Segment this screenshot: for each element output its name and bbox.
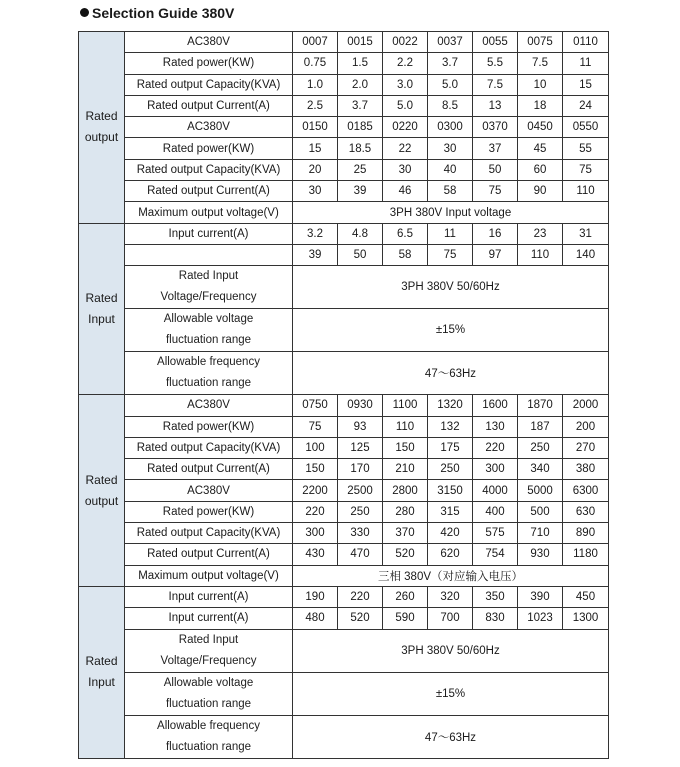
row-label — [125, 266, 293, 309]
value-cell: 1300 — [563, 608, 609, 629]
value-cell: 16 — [473, 223, 518, 244]
value-cell: 220 — [338, 586, 383, 607]
value-cell: 110 — [563, 181, 609, 202]
section-label — [79, 586, 125, 758]
value-cell: 5.5 — [473, 53, 518, 74]
spanning-value: 三相 380V（对应输入电压） — [293, 565, 609, 586]
value-cell: 4.8 — [338, 223, 383, 244]
value-cell: 250 — [338, 501, 383, 522]
value-cell: 300 — [473, 459, 518, 480]
table-row — [79, 501, 609, 522]
value-cell: 100 — [293, 437, 338, 458]
value-cell: 110 — [383, 416, 428, 437]
row-label-line: fluctuation range — [165, 697, 252, 710]
spanning-value: 3PH 380V Input voltage — [293, 202, 609, 223]
table-row — [79, 586, 609, 607]
row-label: Rated output Current(A) — [125, 181, 293, 202]
section-label — [79, 223, 125, 395]
value-cell: 0370 — [473, 117, 518, 138]
value-cell: 250 — [428, 459, 473, 480]
value-cell: 0750 — [293, 395, 338, 416]
row-label: AC380V — [125, 117, 293, 138]
value-cell: 0450 — [518, 117, 563, 138]
table-row — [79, 95, 609, 116]
table-row — [79, 608, 609, 629]
value-cell: 190 — [293, 586, 338, 607]
section-label-line: Rated — [85, 109, 118, 124]
row-label: Rated power(KW) — [125, 53, 293, 74]
value-cell: 370 — [383, 523, 428, 544]
value-cell: 10 — [518, 74, 563, 95]
value-cell: 2200 — [293, 480, 338, 501]
spanning-value: 3PH 380V 50/60Hz — [293, 629, 609, 672]
value-cell: 24 — [563, 95, 609, 116]
section-label — [79, 395, 125, 587]
value-cell: 140 — [563, 244, 609, 265]
value-cell: 3150 — [428, 480, 473, 501]
value-cell: 55 — [563, 138, 609, 159]
value-cell: 18 — [518, 95, 563, 116]
value-cell: 58 — [428, 181, 473, 202]
row-label: Rated output Current(A) — [125, 459, 293, 480]
value-cell: 930 — [518, 544, 563, 565]
row-label: Input current(A) — [125, 586, 293, 607]
table-row — [79, 309, 609, 352]
value-cell: 270 — [563, 437, 609, 458]
table-row — [79, 244, 609, 265]
row-label-line: Voltage/Frequency — [160, 291, 257, 304]
value-cell: 390 — [518, 586, 563, 607]
value-cell: 520 — [338, 608, 383, 629]
row-label: Input current(A) — [125, 223, 293, 244]
value-cell: 175 — [428, 437, 473, 458]
table-row — [79, 416, 609, 437]
table-row — [79, 523, 609, 544]
row-label-line: Allowable voltage — [163, 676, 254, 689]
value-cell: 46 — [383, 181, 428, 202]
value-cell: 3.2 — [293, 223, 338, 244]
value-cell: 187 — [518, 416, 563, 437]
table-row — [79, 672, 609, 715]
value-cell: 480 — [293, 608, 338, 629]
row-label-line: Allowable voltage — [163, 313, 254, 326]
row-label: Rated output Capacity(KVA) — [125, 437, 293, 458]
table-row — [79, 32, 609, 53]
value-cell: 50 — [473, 159, 518, 180]
value-cell: 1180 — [563, 544, 609, 565]
value-cell: 0075 — [518, 32, 563, 53]
value-cell: 2.5 — [293, 95, 338, 116]
section-label-line: Input — [88, 311, 115, 326]
value-cell: 3.7 — [338, 95, 383, 116]
value-cell: 2000 — [563, 395, 609, 416]
value-cell: 2.0 — [338, 74, 383, 95]
value-cell: 110 — [518, 244, 563, 265]
value-cell: 0185 — [338, 117, 383, 138]
table-row — [79, 181, 609, 202]
row-label — [125, 629, 293, 672]
value-cell: 710 — [518, 523, 563, 544]
row-label: AC380V — [125, 32, 293, 53]
value-cell: 60 — [518, 159, 563, 180]
value-cell: 0150 — [293, 117, 338, 138]
value-cell: 31 — [563, 223, 609, 244]
value-cell: 0220 — [383, 117, 428, 138]
value-cell: 575 — [473, 523, 518, 544]
value-cell: 11 — [428, 223, 473, 244]
table-row — [79, 352, 609, 395]
row-label: AC380V — [125, 480, 293, 501]
value-cell: 890 — [563, 523, 609, 544]
value-cell: 0007 — [293, 32, 338, 53]
value-cell: 590 — [383, 608, 428, 629]
spanning-value: 3PH 380V 50/60Hz — [293, 266, 609, 309]
value-cell: 315 — [428, 501, 473, 522]
value-cell: 90 — [518, 181, 563, 202]
spanning-value: 47～63Hz — [293, 352, 609, 395]
row-label: Maximum output voltage(V) — [125, 202, 293, 223]
row-label — [125, 244, 293, 265]
table-row — [79, 629, 609, 672]
value-cell: 2.2 — [383, 53, 428, 74]
spanning-value: 47～63Hz — [293, 715, 609, 758]
value-cell: 0015 — [338, 32, 383, 53]
value-cell: 39 — [293, 244, 338, 265]
value-cell: 5000 — [518, 480, 563, 501]
value-cell: 1320 — [428, 395, 473, 416]
row-label-line: fluctuation range — [165, 740, 252, 753]
row-label-line: Allowable frequency — [157, 356, 260, 369]
value-cell: 0022 — [383, 32, 428, 53]
value-cell: 450 — [563, 586, 609, 607]
value-cell: 1.0 — [293, 74, 338, 95]
row-label-line: Rated Input — [178, 633, 239, 646]
value-cell: 1.5 — [338, 53, 383, 74]
value-cell: 30 — [383, 159, 428, 180]
value-cell: 350 — [473, 586, 518, 607]
value-cell: 0.75 — [293, 53, 338, 74]
value-cell: 0055 — [473, 32, 518, 53]
row-label: Rated output Current(A) — [125, 544, 293, 565]
table-row — [79, 138, 609, 159]
value-cell: 220 — [473, 437, 518, 458]
value-cell: 0550 — [563, 117, 609, 138]
value-cell: 97 — [473, 244, 518, 265]
value-cell: 20 — [293, 159, 338, 180]
section-label-line: Rated — [85, 472, 118, 487]
value-cell: 1870 — [518, 395, 563, 416]
table-row — [79, 266, 609, 309]
value-cell: 22 — [383, 138, 428, 159]
value-cell: 2800 — [383, 480, 428, 501]
table-row — [79, 544, 609, 565]
table-row — [79, 459, 609, 480]
value-cell: 7.5 — [473, 74, 518, 95]
value-cell: 5.0 — [428, 74, 473, 95]
table-row — [79, 74, 609, 95]
value-cell: 280 — [383, 501, 428, 522]
value-cell: 0300 — [428, 117, 473, 138]
row-label-line: Voltage/Frequency — [160, 654, 257, 667]
value-cell: 58 — [383, 244, 428, 265]
value-cell: 30 — [428, 138, 473, 159]
value-cell: 50 — [338, 244, 383, 265]
value-cell: 45 — [518, 138, 563, 159]
section-label-line: Rated — [85, 654, 118, 669]
section-label-line: output — [84, 130, 119, 145]
table-row — [79, 117, 609, 138]
value-cell: 8.5 — [428, 95, 473, 116]
value-cell: 30 — [293, 181, 338, 202]
row-label: AC380V — [125, 395, 293, 416]
value-cell: 754 — [473, 544, 518, 565]
row-label: Rated output Capacity(KVA) — [125, 523, 293, 544]
table-row — [79, 202, 609, 223]
row-label — [125, 352, 293, 395]
value-cell: 320 — [428, 586, 473, 607]
value-cell: 2500 — [338, 480, 383, 501]
value-cell: 125 — [338, 437, 383, 458]
table-row — [79, 715, 609, 758]
value-cell: 0037 — [428, 32, 473, 53]
value-cell: 3.7 — [428, 53, 473, 74]
row-label: Maximum output voltage(V) — [125, 565, 293, 586]
value-cell: 18.5 — [338, 138, 383, 159]
value-cell: 39 — [338, 181, 383, 202]
value-cell: 23 — [518, 223, 563, 244]
row-label: Input current(A) — [125, 608, 293, 629]
value-cell: 15 — [293, 138, 338, 159]
row-label-line: Rated Input — [178, 270, 239, 283]
value-cell: 37 — [473, 138, 518, 159]
value-cell: 170 — [338, 459, 383, 480]
value-cell: 1023 — [518, 608, 563, 629]
value-cell: 13 — [473, 95, 518, 116]
value-cell: 25 — [338, 159, 383, 180]
value-cell: 260 — [383, 586, 428, 607]
value-cell: 4000 — [473, 480, 518, 501]
row-label — [125, 715, 293, 758]
spanning-value: ±15% — [293, 672, 609, 715]
value-cell: 200 — [563, 416, 609, 437]
selection-guide-table — [78, 31, 609, 759]
value-cell: 500 — [518, 501, 563, 522]
table-row — [79, 565, 609, 586]
row-label-line: fluctuation range — [165, 334, 252, 347]
row-label: Rated power(KW) — [125, 138, 293, 159]
value-cell: 132 — [428, 416, 473, 437]
value-cell: 250 — [518, 437, 563, 458]
row-label — [125, 309, 293, 352]
section-label-line: output — [84, 493, 119, 508]
row-label: Rated power(KW) — [125, 501, 293, 522]
row-label: Rated output Current(A) — [125, 95, 293, 116]
value-cell: 420 — [428, 523, 473, 544]
value-cell: 340 — [518, 459, 563, 480]
value-cell: 75 — [563, 159, 609, 180]
value-cell: 6300 — [563, 480, 609, 501]
value-cell: 93 — [338, 416, 383, 437]
row-label: Rated power(KW) — [125, 416, 293, 437]
value-cell: 830 — [473, 608, 518, 629]
section-label-line: Input — [88, 675, 115, 690]
value-cell: 75 — [428, 244, 473, 265]
table-row — [79, 53, 609, 74]
value-cell: 75 — [293, 416, 338, 437]
row-label: Rated output Capacity(KVA) — [125, 159, 293, 180]
spanning-value: ±15% — [293, 309, 609, 352]
value-cell: 5.0 — [383, 95, 428, 116]
title-text: Selection Guide 380V — [92, 5, 235, 21]
value-cell: 300 — [293, 523, 338, 544]
value-cell: 7.5 — [518, 53, 563, 74]
table-row — [79, 395, 609, 416]
section-label-line: Rated — [85, 290, 118, 305]
value-cell: 3.0 — [383, 74, 428, 95]
table-row — [79, 159, 609, 180]
section-label — [79, 32, 125, 224]
table-row — [79, 480, 609, 501]
row-label-line: Allowable frequency — [157, 719, 260, 732]
value-cell: 700 — [428, 608, 473, 629]
value-cell: 6.5 — [383, 223, 428, 244]
row-label-line: fluctuation range — [165, 377, 252, 390]
value-cell: 380 — [563, 459, 609, 480]
table-row — [79, 437, 609, 458]
value-cell: 520 — [383, 544, 428, 565]
value-cell: 400 — [473, 501, 518, 522]
value-cell: 15 — [563, 74, 609, 95]
value-cell: 1100 — [383, 395, 428, 416]
row-label: Rated output Capacity(KVA) — [125, 74, 293, 95]
value-cell: 0110 — [563, 32, 609, 53]
value-cell: 1600 — [473, 395, 518, 416]
bullet-icon — [80, 8, 89, 17]
value-cell: 75 — [473, 181, 518, 202]
value-cell: 470 — [338, 544, 383, 565]
value-cell: 40 — [428, 159, 473, 180]
value-cell: 11 — [563, 53, 609, 74]
value-cell: 150 — [383, 437, 428, 458]
row-label — [125, 672, 293, 715]
value-cell: 150 — [293, 459, 338, 480]
value-cell: 630 — [563, 501, 609, 522]
value-cell: 220 — [293, 501, 338, 522]
page-title — [80, 2, 234, 24]
value-cell: 330 — [338, 523, 383, 544]
value-cell: 130 — [473, 416, 518, 437]
table-row — [79, 223, 609, 244]
value-cell: 210 — [383, 459, 428, 480]
value-cell: 430 — [293, 544, 338, 565]
value-cell: 0930 — [338, 395, 383, 416]
value-cell: 620 — [428, 544, 473, 565]
